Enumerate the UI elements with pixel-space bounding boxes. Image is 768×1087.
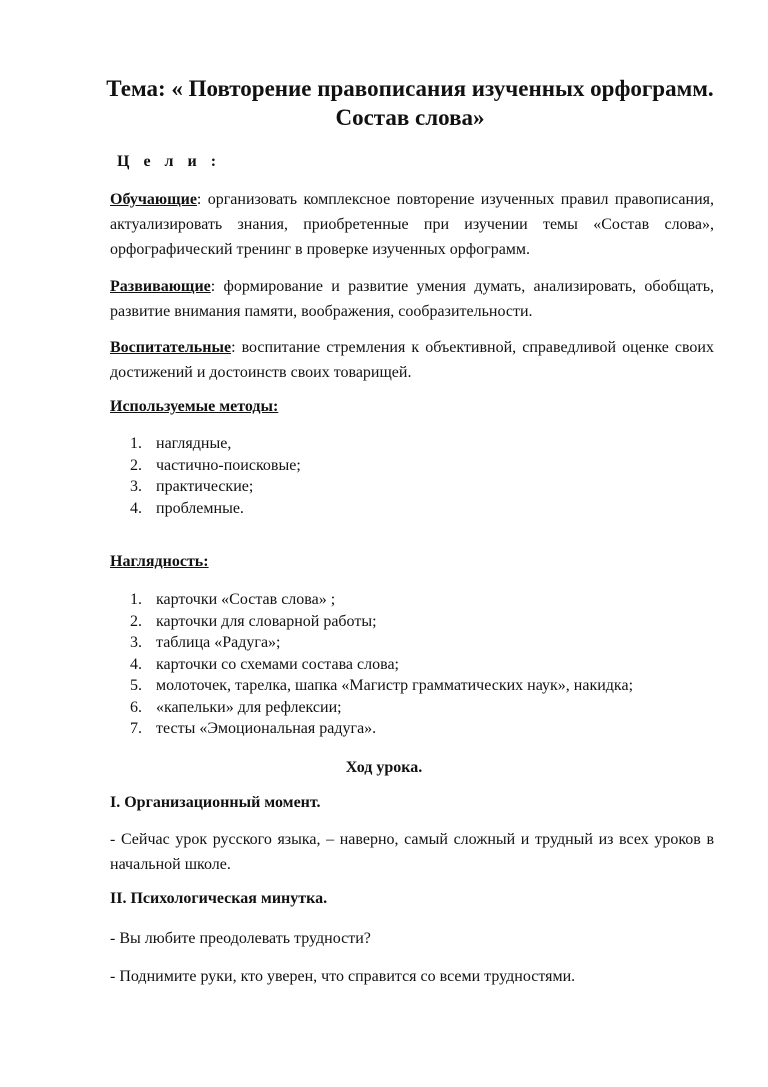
methods-list [130,433,301,519]
section2-line2: - Поднимите руки, кто уверен, что справится со всеми трудностями. [110,968,576,985]
goal-educational [110,335,714,385]
list-item: 6. «капельки» для рефлексии; [130,698,342,716]
section2-heading: II. Психологическая минутка. [110,890,328,907]
section1-text: - Сейчас урок русского языка, – наверно, самый сложный и трудный из всех уроков в начальной школе. [110,831,714,873]
section1-heading: I. Организационный момент. [110,794,321,811]
goal-text: : воспитание стремления к объективной, справедливой оценке своих достижений и достоинств своих товарищей. [110,339,714,381]
list-item: 5. молоточек, тарелка, шапка «Магистр грамматических наук», накидка; [130,677,634,694]
lesson-heading: Ход урока. [345,759,423,776]
list-item: 1. наглядные, [130,435,232,452]
list-item: 2. карточки для словарной работы; [130,612,377,630]
list-item: 2. частично-поисковые; [130,456,301,474]
list-item: 4. карточки со схемами состава слова; [130,655,399,673]
list-item: 1. карточки «Состав слова» ; [130,591,336,608]
page-title: Тема: « Повторение правописания изученных орфограмм. Состав слова» [106,76,714,130]
goal-teaching [110,187,714,262]
list-item: 4. проблемные. [130,499,244,517]
goals-heading: Ц е л и : [117,153,222,170]
goal-label: Воспитательные [110,339,232,356]
goal-developing [110,274,714,324]
goal-text: : организовать комплексное повторение изученных правил правописания, актуализировать знания, приобретенные при изучении темы «Состав слова», орфографический тренинг в проверке изученных орфограмм. [110,191,714,258]
list-item: 3. практические; [130,478,254,495]
list-item: 7. тесты «Эмоциональная радуга». [130,720,377,737]
goal-label: Развивающие [110,278,211,295]
visuals-list [130,589,633,740]
list-item: 3. таблица «Радуга»; [130,634,281,651]
goal-label: Обучающие [110,191,197,208]
goal-text: : формирование и развитие умения думать, анализировать, обобщать, развитие внимания памяти, воображения, сообразительности. [110,278,714,320]
section2-line1: - Вы любите преодолевать трудности? [110,930,371,947]
visuals-heading: Наглядность: [110,553,209,570]
methods-heading: Используемые методы: [110,398,279,415]
